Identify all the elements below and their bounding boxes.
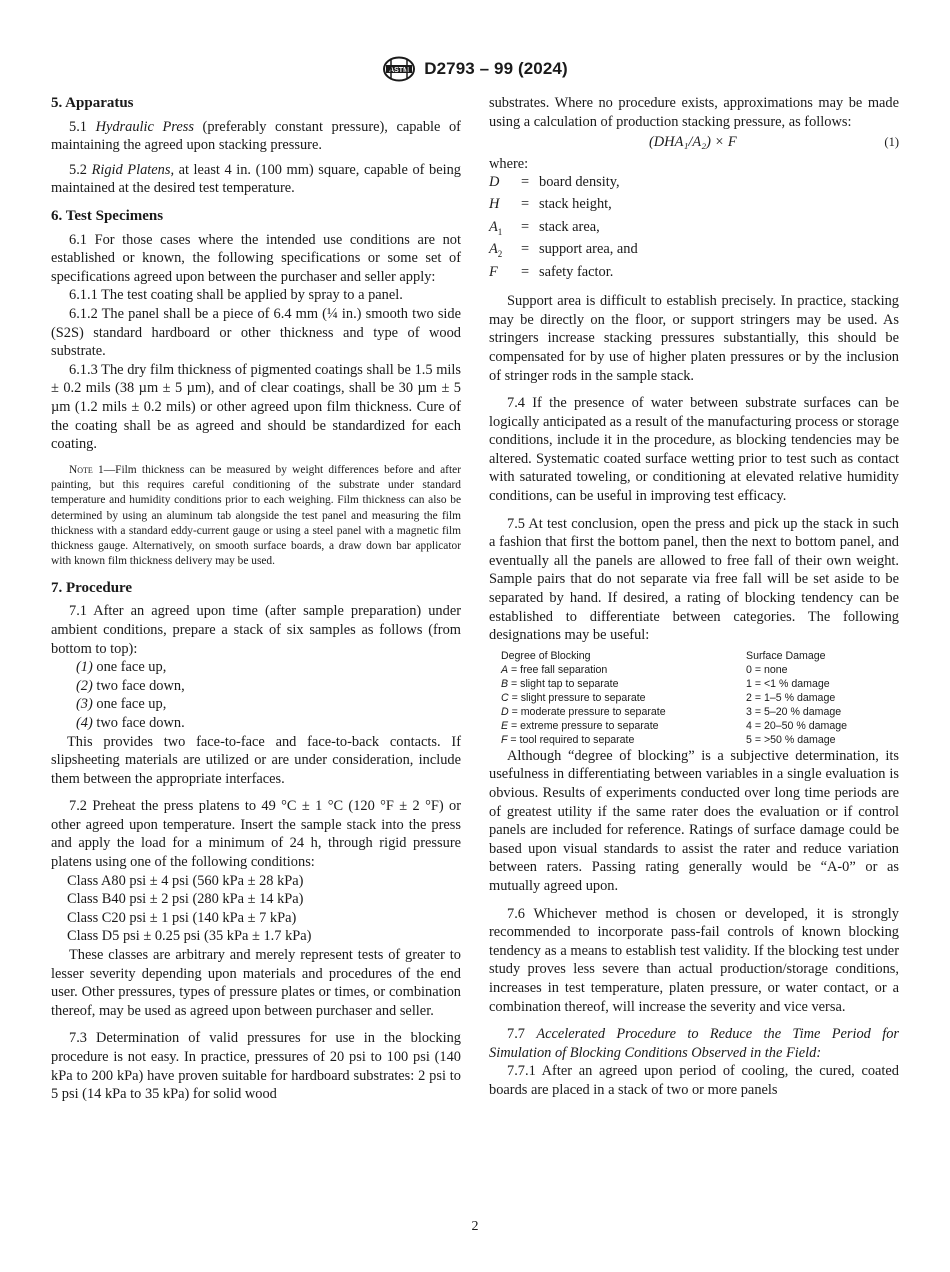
para-7-1: 7.1 After an agreed upon time (after sample preparation) under ambient conditions, prepare a stack of six samples as follows (from bottom to top):: [51, 603, 461, 657]
def-symbol: $A_2$: [489, 241, 503, 260]
table-cell: D = moderate pressure to separate: [501, 705, 666, 718]
def-desc: board density,: [539, 173, 620, 190]
astm-logo-icon: [382, 56, 416, 82]
def-symbol: H: [489, 196, 500, 213]
para-5-1: 5.1 Hydraulic Press (preferably constant pressure), capable of maintaining the agreed upon stacking pressure.: [51, 118, 461, 154]
list-item: (4) two face down.: [76, 714, 185, 731]
variable-definitions: D = board density, H = stack height, $A_1$ = stack area, $A_2$ = support area, and F = safety factor.: [489, 174, 899, 286]
class-item: Class B40 psi ± 2 psi (280 kPa ± 14 kPa): [67, 891, 304, 908]
table-cell: 2 = 1–5 % damage: [746, 691, 836, 704]
class-item: Class A80 psi ± 4 psi (560 kPa ± 28 kPa): [67, 872, 304, 889]
section-6-heading: 6. Test Specimens: [51, 207, 164, 224]
para-7-5: 7.5 At test conclusion, open the press and pick up the stack in such a fashion that first the bottom panel, then the next to bottom panel, and eventually all the panels are allowed to free fall of their own weight. Sample pairs that do not separate via free fall will be set aside to be separated by hand. If desired, a rating of blocking tendency can be established to differentiate between categories. The following designations may be useful:: [489, 515, 899, 644]
table-cell: F = tool required to separate: [501, 733, 635, 746]
formula: (DHA₁/A₂) × F: [649, 134, 737, 151]
def-desc: support area, and: [539, 241, 638, 258]
para-7-7-1: 7.7.1 After an agreed upon period of cooling, the cured, coated boards are placed in a stack of two or more panels: [489, 1063, 899, 1098]
para-7-1-after: This provides two face-to-face and face-to-back contacts. If slipsheeting materials are utilized or are under consideration, include them between the appropriate interfaces.: [51, 733, 461, 787]
table-cell: A = free fall separation: [501, 663, 608, 676]
equation-1: [489, 131, 899, 155]
table-cell: 5 = >50 % damage: [746, 733, 836, 746]
para-6-1-3: 6.1.3 The dry film thickness of pigmented coatings shall be 1.5 mils ± 0.2 mils (38 µm ± 5 µm), and of clear coatings, shall be 30 µm ± 5 µm (1.2 mils ± 0.2 mils) or other agreed upon film thickness. Cure of the coating shall be as agreed and should be standardized for each coating.: [51, 361, 461, 453]
table-cell: 4 = 20–50 % damage: [746, 719, 848, 732]
para-7-3-continued: substrates. Where no procedure exists, approximations may be made using a calculation of production stacking pressure, as follows:: [489, 95, 899, 130]
list-item: (1) one face up,: [76, 659, 167, 676]
table-header: Surface Damage: [746, 649, 826, 662]
page-header: [0, 56, 950, 82]
def-desc: safety factor.: [539, 263, 614, 280]
def-symbol: $A_1$: [489, 218, 503, 237]
para-7-2: 7.2 Preheat the press platens to 49 °C ± 1 °C (120 °F ± 2 °F) or other agreed upon temperature. Insert the sample stack into the press and apply the load for a minimum of 24 h, through rigid pressure platens using one of the following conditions:: [51, 798, 461, 871]
blocking-designation-table: [489, 649, 899, 747]
para-7-4: 7.4 If the presence of water between substrate surfaces can be logically anticipated as a result of the manufacturing process or storage conditions, include it in the procedure, as blocking tendencies may be altered. Systematic coated surface wetting prior to test such as contact with saturated toweling, or conditioning at elevated relative humidity conditions, can be useful in improving test efficacy.: [489, 395, 899, 505]
para-5-2: 5.2 Rigid Platens, at least 4 in. (100 mm) square, capable of being maintained at the desired test temperature.: [51, 161, 461, 197]
list-item: (2) two face down,: [76, 677, 185, 694]
para-7-2-after: These classes are arbitrary and merely represent tests of greater to lesser severity depending upon materials and procedures of the end user. Other pressures, types of pressure plates or times, or combination thereof, may be used as agreed upon between purchaser and seller.: [51, 947, 461, 1019]
right-column: [489, 94, 899, 1100]
para-7-7: 7.7 Accelerated Procedure to Reduce the Time Period for Simulation of Blocking Conditions Observed in the Field:: [489, 1026, 899, 1061]
para-6-1: 6.1 For those cases where the intended use conditions are not established or known, the following specifications or some set of specifications agreed upon between the purchaser and seller apply:: [51, 231, 461, 285]
designation-title: D2793 – 99 (2024): [424, 59, 568, 78]
def-symbol: D: [489, 173, 500, 190]
table-header: Degree of Blocking: [501, 649, 591, 662]
def-desc: stack height,: [539, 196, 612, 213]
table-cell: C = slight pressure to separate: [501, 691, 646, 704]
table-cell: 3 = 5–20 % damage: [746, 705, 842, 718]
table-cell: 1 = <1 % damage: [746, 677, 830, 690]
para-support-area: Support area is difficult to establish precisely. In practice, stacking may be directly on the floor, or support stringers may be used. As stringers increase stacking pressures substantially, this should be compensated for by use of higher platen pressures or by the inclusion of stringer rods in the sample stack.: [489, 293, 899, 384]
where-label: where:: [489, 156, 529, 173]
list-item: (3) one face up,: [76, 696, 167, 713]
note-1: Note 1—Film thickness can be measured by weight differences before and after painting, but this requires careful conditioning of the substrate under standard temperature and humidity conditions prior to each weighing. Film thickness can also be determined by using an aluminum tab alongside the test panel and measuring the film thickness with a standard eddy-current gauge or using a steel panel with a magnetic film thickness gauge. Alternatively, on smooth surface boards, a draw down bar applicator with known film thickness delivery may be used.: [51, 463, 461, 568]
para-6-1-1: 6.1.1 The test coating shall be applied by spray to a panel.: [69, 287, 403, 304]
class-item: Class D5 psi ± 0.25 psi (35 kPa ± 1.7 kPa): [67, 928, 312, 945]
left-column: [51, 94, 461, 1104]
equation-number: (1): [884, 135, 899, 150]
para-7-3: 7.3 Determination of valid pressures for use in the blocking procedure is not easy. In practice, pressures of 20 psi to 100 psi (140 kPa to 200 kPa) have proven suitable for hardboard substrates: 2 psi to 5 psi (14 kPa to 35 kPa) for solid wood: [51, 1030, 461, 1103]
para-although: Although “degree of blocking” is a subjective determination, its usefulness in differentiating between variables in a single evaluation is obvious. Results of experiments conducted over long time periods are of greatest utility if the same rater does the evaluation or if control panels are included for reference. Ratings of surface damage could be based upon visual standards to assist the rater and reduce variation between raters. Passing rating generally would be “A-0” or as mutually agreed upon.: [489, 747, 899, 894]
para-7-6: 7.6 Whichever method is chosen or developed, it is strongly recommended to incorporate pass-fail controls of known blocking tendency as a means to establish test validity. If the blocking test under study proves less severe than actual production/storage conditions, increases in test temperature, platen pressure, or water contact, or a combination thereof, will increase the severity and vice versa.: [489, 905, 899, 1015]
class-item: Class C20 psi ± 1 psi (140 kPa ± 7 kPa): [67, 909, 297, 926]
svg-text:ASTM: ASTM: [389, 66, 410, 74]
def-desc: stack area,: [539, 218, 600, 235]
para-6-1-2: 6.1.2 The panel shall be a piece of 6.4 mm (¼ in.) smooth two side (S2S) standard hardboard or other thickness and type of wood substrate.: [51, 305, 461, 360]
page-number: 2: [471, 1219, 479, 1234]
section-5-heading: 5. Apparatus: [51, 95, 134, 111]
section-7-heading: 7. Procedure: [51, 579, 133, 596]
def-symbol: F: [489, 263, 498, 280]
table-cell: B = slight tap to separate: [501, 677, 619, 690]
table-cell: 0 = none: [746, 663, 788, 676]
table-cell: E = extreme pressure to separate: [501, 719, 659, 732]
